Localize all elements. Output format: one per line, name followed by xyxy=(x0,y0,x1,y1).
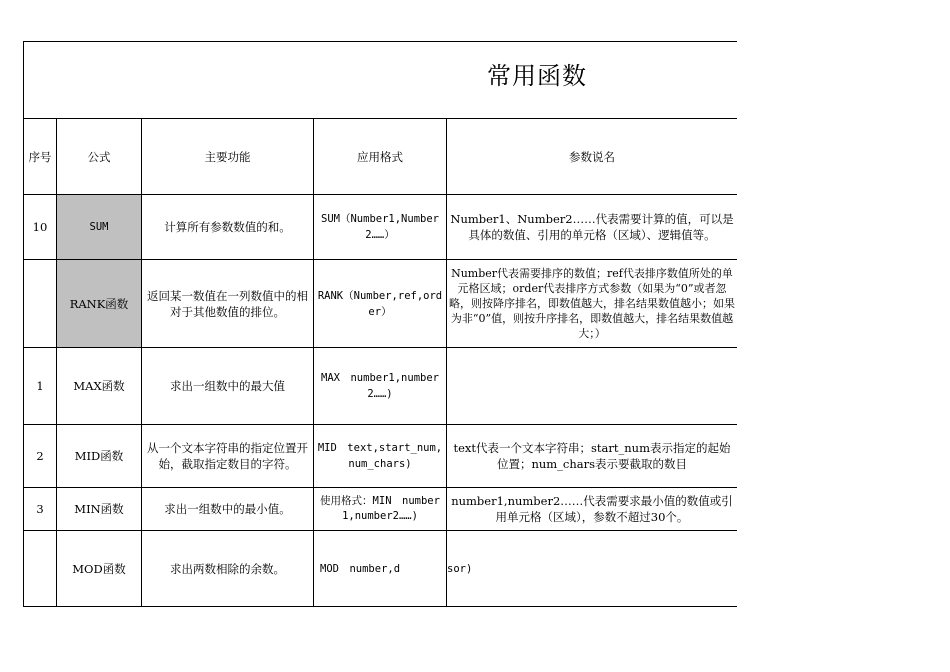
row-formula: SUM xyxy=(89,221,109,233)
row-params-cell[interactable] xyxy=(447,531,737,607)
row-format: MAX number1,number2……) xyxy=(321,372,439,400)
row-formula-cell[interactable] xyxy=(57,531,142,607)
row-params: Number代表需要排序的数值；ref代表排序数值所处的单元格区域；order代表排序方式参数（如果为“0”或者忽略，则按降序排名，即数值越大，排名结果数值越小；如果为非“0”值，则按升序排名，即数值越大，排名结果数值越大；） xyxy=(449,267,735,340)
row-seq: 1 xyxy=(36,379,44,393)
row-format-cell[interactable] xyxy=(314,488,447,531)
row-function: 求出两数相除的余数。 xyxy=(170,561,285,576)
row-seq: 2 xyxy=(36,449,44,463)
row-function: 从一个文本字符串的指定位置开始，截取指定数目的字符。 xyxy=(147,441,308,471)
row-params: Number1、Number2……代表需要计算的值，可以是具体的数值、引用的单元格（区域）、逻辑值等。 xyxy=(450,212,734,242)
row-format: MOD number,d xyxy=(320,562,401,575)
row-params-cell[interactable] xyxy=(447,348,737,425)
row-formula: MIN函数 xyxy=(74,502,124,516)
row-formula-cell[interactable] xyxy=(57,425,142,488)
row-params-cell[interactable] xyxy=(447,260,737,348)
row-formula-cell[interactable] xyxy=(57,348,142,425)
header-seq-label: 序号 xyxy=(28,149,52,164)
sheet-title: 常用函数 xyxy=(487,62,587,90)
row-seq: 10 xyxy=(32,220,48,234)
row-format-cell[interactable] xyxy=(314,195,447,260)
header-function-label: 主要功能 xyxy=(204,149,251,164)
header-params[interactable] xyxy=(447,118,737,195)
row-function: 求出一组数中的最小值。 xyxy=(164,502,291,516)
row-format: SUM（Number1,Number2……） xyxy=(321,213,439,241)
row-format-cell[interactable] xyxy=(314,531,447,607)
row-formula: MAX函数 xyxy=(73,379,125,393)
row-formula-cell[interactable] xyxy=(57,488,142,531)
row-function-cell[interactable] xyxy=(142,425,314,488)
row-function: 返回某一数值在一列数值中的相对于其他数值的排位。 xyxy=(147,288,308,319)
header-format-label: 应用格式 xyxy=(357,149,403,164)
row-formula: MID函数 xyxy=(74,449,124,463)
row-formula-cell[interactable] xyxy=(57,260,142,348)
header-formula[interactable] xyxy=(57,118,142,195)
row-formula: RANK函数 xyxy=(69,296,129,311)
row-function: 计算所有参数数值的和。 xyxy=(164,220,291,234)
row-format: 使用格式：MIN number1,number2……) xyxy=(320,495,440,522)
row-params: text代表一个文本字符串；start_num表示指定的起始位置；num_chars表示要截取的数目 xyxy=(453,441,731,471)
row-function: 求出一组数中的最大值 xyxy=(170,379,285,393)
row-seq-cell[interactable] xyxy=(23,488,57,531)
row-function-cell[interactable] xyxy=(142,348,314,425)
row-seq: 3 xyxy=(36,502,44,516)
row-format: MID text,start_num,num_chars) xyxy=(317,442,443,470)
row-seq-cell[interactable] xyxy=(23,348,57,425)
row-seq-cell[interactable] xyxy=(23,531,57,607)
row-function-cell[interactable] xyxy=(142,488,314,531)
row-function-cell[interactable] xyxy=(142,531,314,607)
title-cell[interactable] xyxy=(23,41,737,118)
row-seq-cell[interactable] xyxy=(23,260,57,348)
row-seq-cell[interactable] xyxy=(23,195,57,260)
row-function-cell[interactable] xyxy=(142,195,314,260)
row-format-cell[interactable] xyxy=(314,425,447,488)
row-params-cell[interactable] xyxy=(447,425,737,488)
row-function-cell[interactable] xyxy=(142,260,314,348)
row-params-cell[interactable] xyxy=(447,488,737,531)
header-seq[interactable] xyxy=(23,118,57,195)
header-format[interactable] xyxy=(314,118,447,195)
row-params: sor) xyxy=(447,562,473,575)
header-function[interactable] xyxy=(142,118,314,195)
row-formula-cell[interactable] xyxy=(57,195,142,260)
row-params: number1,number2……代表需要求最小值的数值或引用单元格（区域），参数不超过30个。 xyxy=(451,494,733,524)
row-formula: MOD函数 xyxy=(72,561,126,576)
header-formula-label: 公式 xyxy=(87,149,111,164)
row-format-cell[interactable] xyxy=(314,348,447,425)
row-seq-cell[interactable] xyxy=(23,425,57,488)
row-format: RANK（Number,ref,order） xyxy=(317,289,443,318)
row-params-cell[interactable] xyxy=(447,195,737,260)
header-params-label: 参数说名 xyxy=(569,149,615,164)
row-format-cell[interactable] xyxy=(314,260,447,348)
